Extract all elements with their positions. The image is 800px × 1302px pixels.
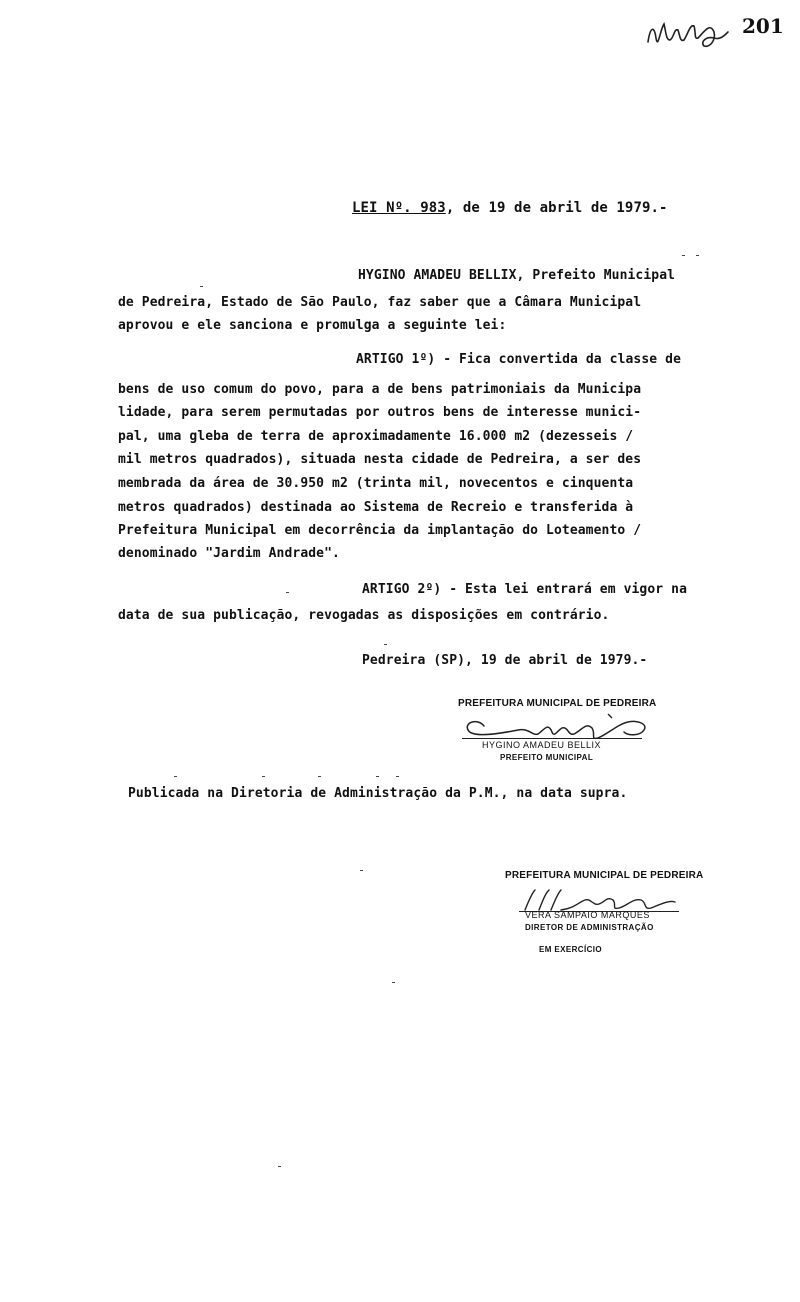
signer-role-status: EM EXERCÍCIO <box>539 945 603 954</box>
place-date: Pedreira (SP), 19 de abril de 1979.- <box>362 653 648 668</box>
scan-speck <box>682 255 685 256</box>
scan-speck <box>696 255 699 256</box>
article2-line: data de sua publicação, revogadas as disposições em contrário. <box>118 608 610 623</box>
signer-name: HYGINO AMADEU BELLIX <box>482 740 602 750</box>
signer-role: PREFEITO MUNICIPAL <box>500 753 594 762</box>
publication-note: Publicada na Diretoria de Administração da P.M., na data supra. <box>128 786 628 801</box>
scan-speck <box>360 870 363 871</box>
intro-line: HYGINO AMADEU BELLIX, Prefeito Municipal <box>358 268 676 283</box>
signer-role: DIRETOR DE ADMINISTRAÇÃO <box>525 923 654 932</box>
stamp-header: PREFEITURA MUNICIPAL DE PEDREIRA <box>505 870 704 881</box>
director-stamp <box>505 870 705 954</box>
mayor-stamp <box>458 698 678 770</box>
article1-line: membrada da área de 30.950 m2 (trinta mil, novecentos e cinquenta <box>118 476 634 491</box>
scan-speck <box>262 776 265 777</box>
law-title-number: LEI Nº. 983 <box>352 200 446 216</box>
stamp-header: PREFEITURA MUNICIPAL DE PEDREIRA <box>458 698 657 709</box>
scan-speck <box>376 776 379 777</box>
article1-line: ARTIGO 1º) - Fica convertida da classe de <box>356 352 681 367</box>
article1-line: mil metros quadrados), situada nesta cidade de Pedreira, a ser des <box>118 452 642 467</box>
scan-speck <box>392 982 395 983</box>
article1-line: pal, uma gleba de terra de aproximadamente 16.000 m2 (dezesseis / <box>118 429 634 444</box>
page-number: 201 <box>742 14 784 38</box>
article1-line: denominado "Jardim Andrade". <box>118 546 340 561</box>
law-title-date: , de 19 de abril de 1979.- <box>445 200 668 216</box>
scan-speck <box>286 592 289 593</box>
article1-line: Prefeitura Municipal em decorrência da implantação do Loteamento / <box>118 523 642 538</box>
scan-speck <box>278 1166 281 1167</box>
article1-line: bens de uso comum do povo, para a de bens patrimoniais da Municipa <box>118 382 642 397</box>
intro-line: aprovou e ele sanciona e promulga a seguinte lei: <box>118 318 507 333</box>
scan-speck <box>318 776 321 777</box>
article1-line: metros quadrados) destinada ao Sistema de Recreio e transferida à <box>118 500 634 515</box>
scan-speck <box>384 644 387 645</box>
article1-line: lidade, para serem permutadas por outros bens de interesse munici- <box>118 405 642 420</box>
signer-name: VERA SAMPAIO MARQUES <box>525 910 650 920</box>
mayor-signature <box>458 708 658 742</box>
handwritten-initials-mark <box>640 10 740 54</box>
signature-line <box>462 738 642 739</box>
scan-speck <box>200 286 203 287</box>
intro-line: de Pedreira, Estado de São Paulo, faz saber que a Câmara Municipal <box>118 295 642 310</box>
law-title <box>352 200 668 216</box>
scan-speck <box>174 776 177 777</box>
scan-speck <box>396 776 399 777</box>
article2-line: ARTIGO 2º) - Esta lei entrará em vigor na <box>362 582 687 597</box>
